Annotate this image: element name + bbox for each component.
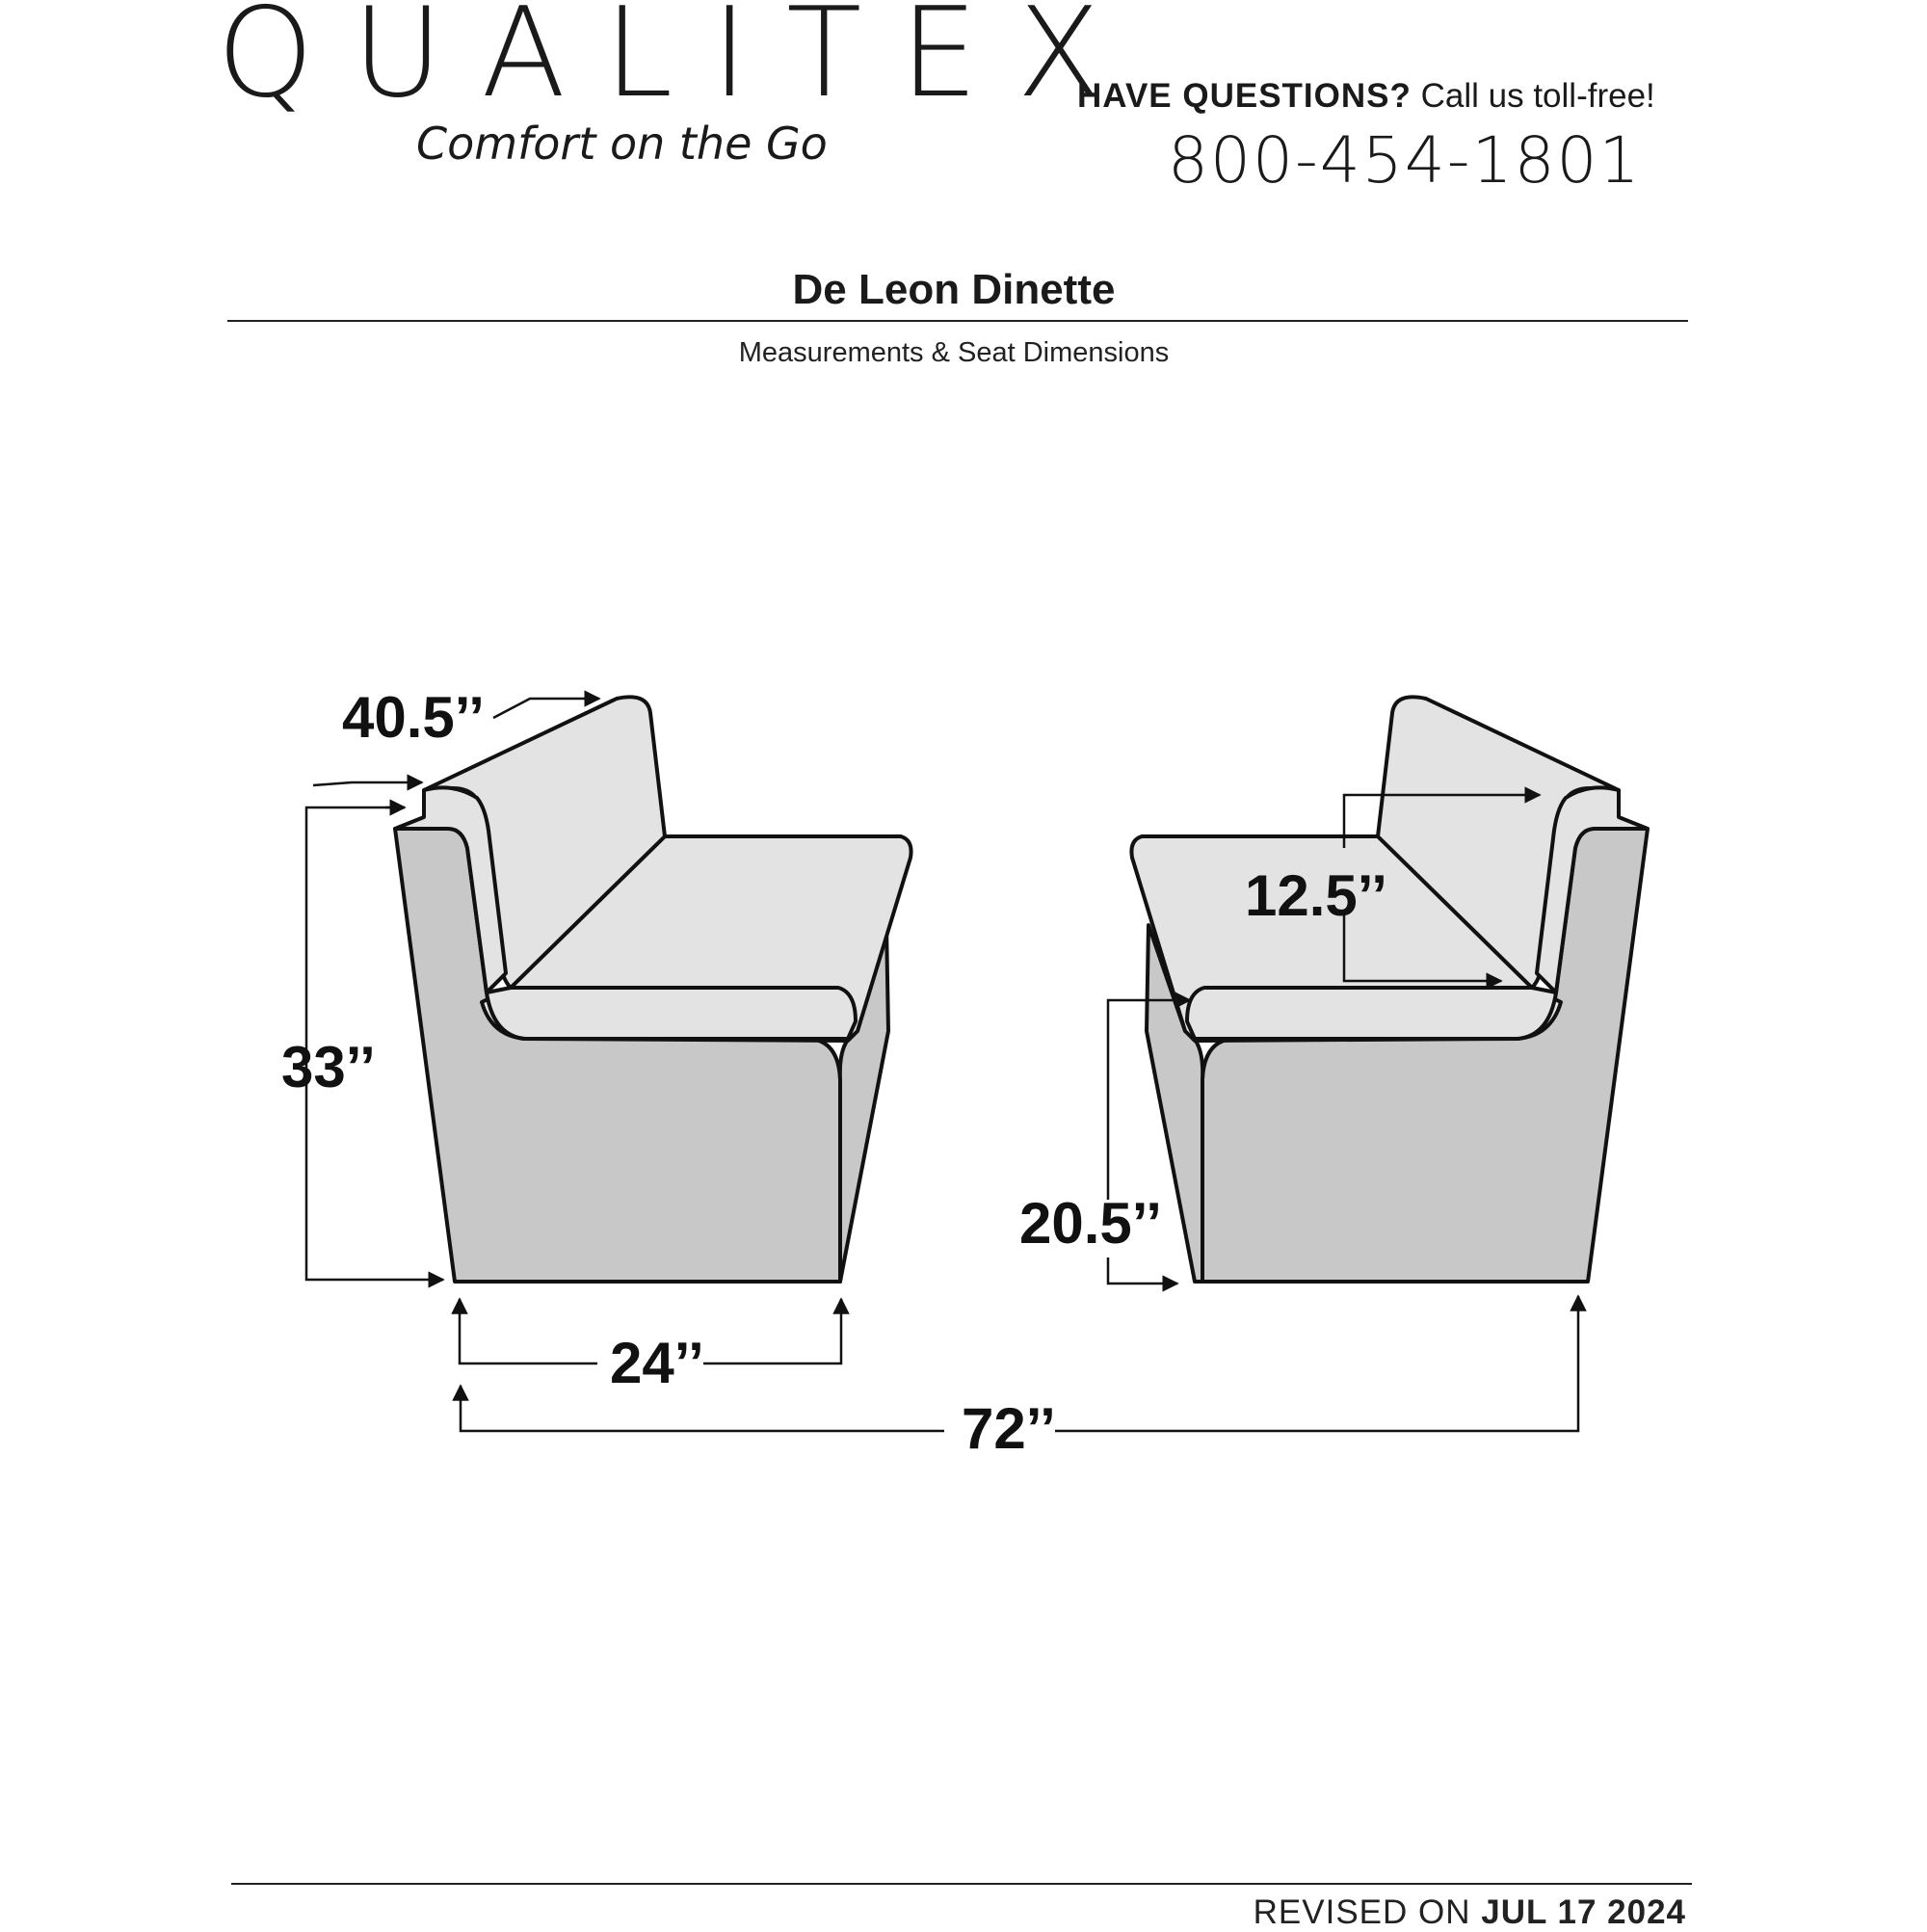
dim-20-5-bottom xyxy=(1108,1257,1177,1284)
phone-number[interactable]: 800-454-1801 xyxy=(1168,123,1642,198)
dim-40-5-arrow-bottom xyxy=(313,782,422,785)
dim-72-right xyxy=(1055,1296,1578,1431)
revised-date: JUL 17 2024 xyxy=(1481,1893,1686,1931)
revision-note xyxy=(1254,1893,1686,1932)
toll-free-label: Call us toll-free! xyxy=(1420,77,1655,115)
questions-label: HAVE QUESTIONS? xyxy=(1077,77,1412,115)
page-title: De Leon Dinette xyxy=(792,266,1116,313)
footer-divider xyxy=(231,1883,1692,1885)
right-seat-cushion-front xyxy=(1187,988,1556,1039)
page-subtitle: Measurements & Seat Dimensions xyxy=(738,337,1170,368)
dim-24-left xyxy=(460,1299,597,1363)
dim-seat-depth-label: 24’’ xyxy=(610,1331,704,1395)
dim-24-right xyxy=(703,1299,841,1363)
right-seat xyxy=(1131,697,1648,1282)
dim-back-width-label: 40.5’’ xyxy=(342,685,485,750)
dim-seat-height-label: 20.5’’ xyxy=(1019,1191,1162,1256)
brand-logo: QUALITEX xyxy=(217,0,1140,125)
dim-total-length-label: 72’’ xyxy=(962,1396,1056,1461)
brand-tagline: Comfort on the Go xyxy=(416,118,828,170)
left-seat-cushion-front xyxy=(487,988,856,1039)
dim-back-height-label: 12.5’’ xyxy=(1245,863,1387,928)
left-seat xyxy=(395,697,911,1282)
dim-overall-height-label: 33’’ xyxy=(281,1035,376,1099)
revised-label: REVISED ON xyxy=(1253,1893,1471,1931)
